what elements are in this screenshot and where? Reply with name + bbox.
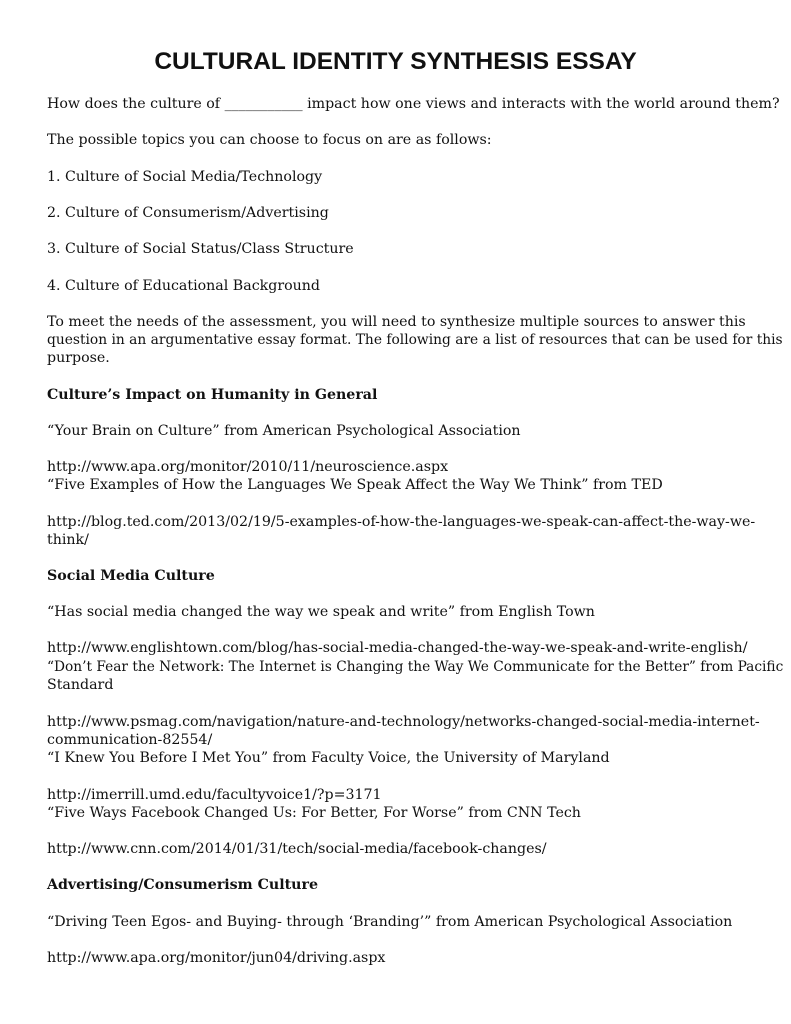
resource-link[interactable]: http://www.apa.org/monitor/jun04/driving.aspx bbox=[47, 950, 386, 966]
topic-item: 2. Culture of Consumerism/Advertising bbox=[47, 205, 329, 221]
resource-title: “Five Ways Facebook Changed Us: For Better, For Worse” from CNN Tech bbox=[47, 805, 581, 821]
resource-title: “Driving Teen Egos- and Buying- through ‘Branding’” from American Psychological Association bbox=[47, 914, 733, 930]
topics-intro: The possible topics you can choose to focus on are as follows: bbox=[47, 132, 492, 148]
assessment-text-line: question in an argumentative essay format. The following are a list of resources that can be used for this bbox=[47, 332, 783, 348]
resource-link[interactable]: communication-82554/ bbox=[47, 732, 213, 748]
resource-link[interactable]: http://www.psmag.com/navigation/nature-and-technology/networks-changed-social-media-internet- bbox=[47, 714, 760, 730]
topic-item: 3. Culture of Social Status/Class Structure bbox=[47, 241, 354, 257]
resource-title: “Your Brain on Culture” from American Psychological Association bbox=[47, 423, 521, 439]
assessment-text-line: To meet the needs of the assessment, you will need to synthesize multiple sources to answer this bbox=[47, 314, 746, 330]
resource-title: “Has social media changed the way we speak and write” from English Town bbox=[47, 604, 595, 620]
section-heading: Social Media Culture bbox=[47, 568, 215, 584]
resource-title: “Five Examples of How the Languages We Speak Affect the Way We Think” from TED bbox=[47, 477, 663, 493]
essay-question: How does the culture of ___________ impact how one views and interacts with the world around them? bbox=[47, 96, 780, 112]
topic-item: 1. Culture of Social Media/Technology bbox=[47, 169, 323, 185]
resource-title: “I Knew You Before I Met You” from Faculty Voice, the University of Maryland bbox=[47, 750, 610, 766]
assessment-text-line: purpose. bbox=[47, 350, 110, 366]
resource-link[interactable]: http://imerrill.umd.edu/facultyvoice1/?p=3171 bbox=[47, 787, 382, 803]
topic-item: 4. Culture of Educational Background bbox=[47, 278, 320, 294]
resource-link[interactable]: http://blog.ted.com/2013/02/19/5-examples-of-how-the-languages-we-speak-can-affect-the-way-we- bbox=[47, 514, 756, 530]
resource-link[interactable]: http://www.apa.org/monitor/2010/11/neuroscience.aspx bbox=[47, 459, 449, 475]
section-heading: Advertising/Consumerism Culture bbox=[47, 877, 318, 893]
section-heading: Culture’s Impact on Humanity in General bbox=[47, 387, 378, 403]
resource-title: “Don’t Fear the Network: The Internet is Changing the Way We Communicate for the Better” from Pacific bbox=[47, 659, 784, 675]
resource-link[interactable]: http://www.cnn.com/2014/01/31/tech/social-media/facebook-changes/ bbox=[47, 841, 547, 857]
resource-title: Standard bbox=[47, 677, 114, 693]
resource-link[interactable]: think/ bbox=[47, 532, 89, 548]
resource-link[interactable]: http://www.englishtown.com/blog/has-social-media-changed-the-way-we-speak-and-write-english/ bbox=[47, 640, 748, 656]
document-title: CULTURAL IDENTITY SYNTHESIS ESSAY bbox=[154, 48, 637, 75]
